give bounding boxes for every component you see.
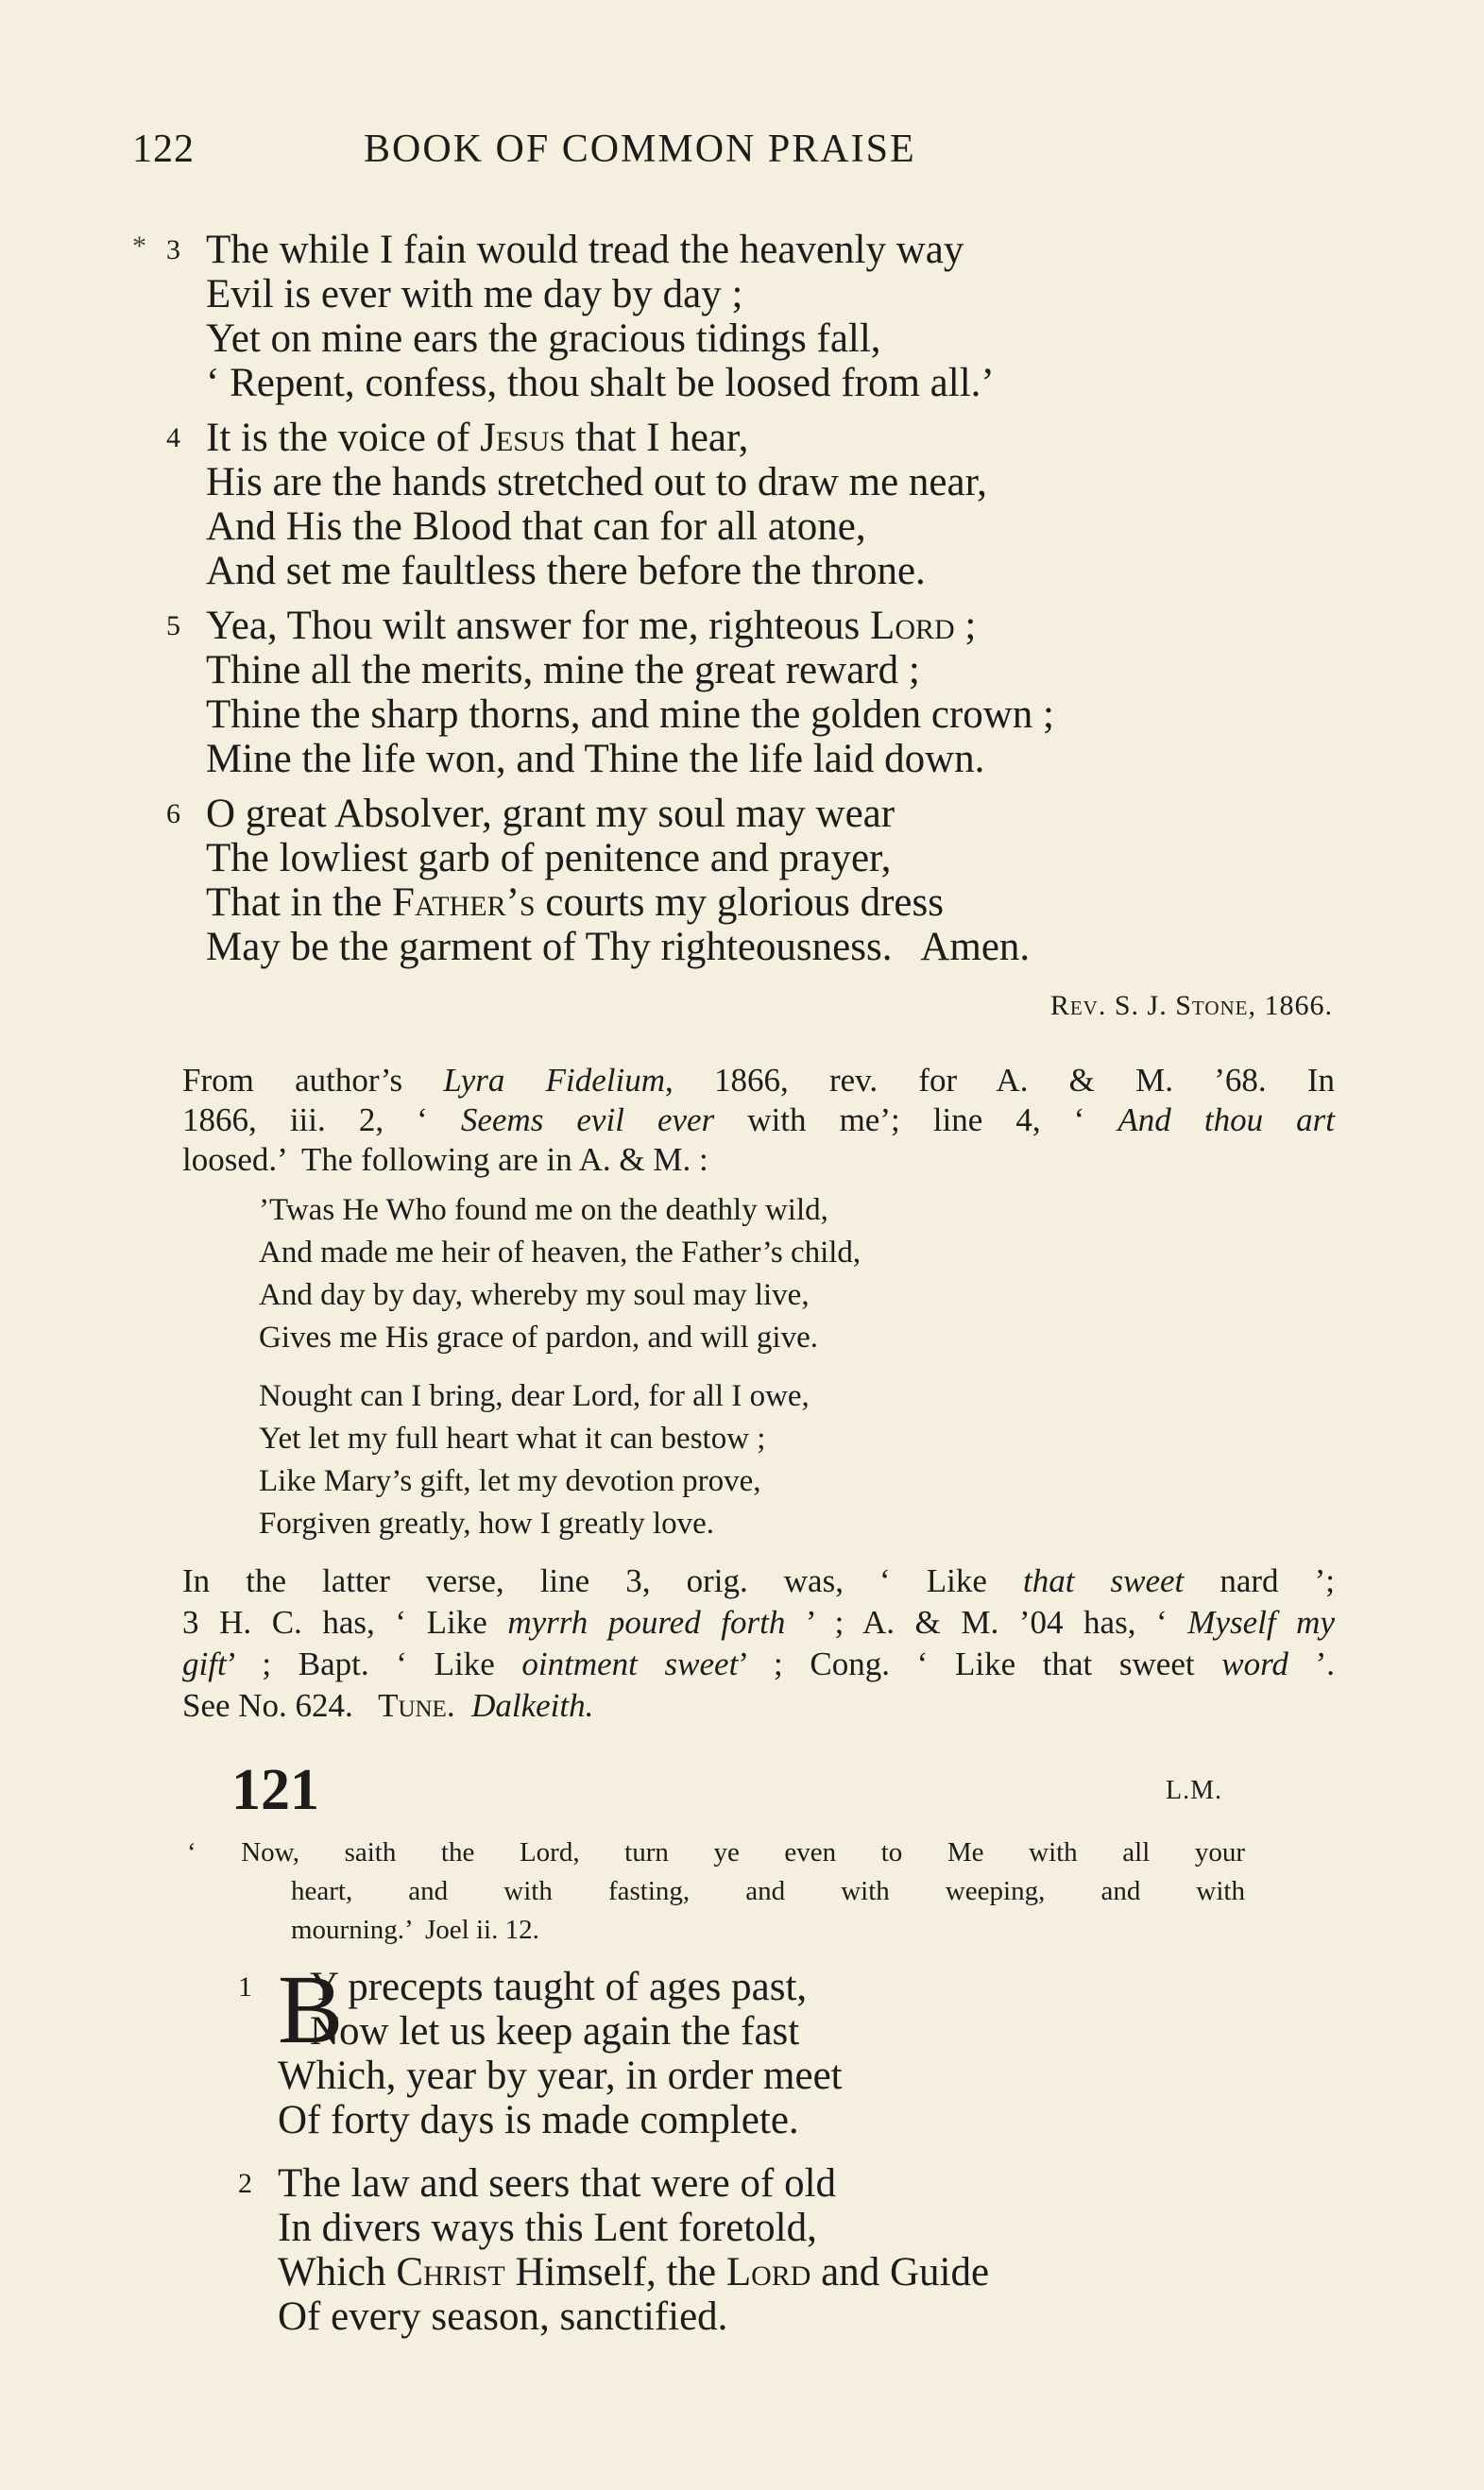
text-segment: ’Twas He Who found me on the deathly wild, [259,1193,828,1227]
text-segment: Father’s [392,880,536,925]
text-line [278,2206,989,2250]
text-segment: ’ ; A. & M. ’04 has, ‘ [785,1604,1188,1641]
text-line [206,648,1054,692]
text-segment: The lowliest garb of penitence and prayer, [206,836,892,880]
text-line [206,316,1054,361]
text-line [206,460,1054,504]
text-segment: ’ ; Bapt. ‘ Like [226,1646,522,1682]
text-segment: Now let us keep again the fast [310,2009,800,2054]
text-line [278,2161,989,2206]
hymn-121-stanzas [238,1955,990,2358]
text-line [206,737,1054,781]
stanza-number: 5 [166,610,180,641]
text-segment: with me’; line 4, ‘ [714,1101,1118,1138]
text-segment: O great Absolver, grant my soul may wear [206,792,896,836]
text-line [278,2250,989,2294]
text-line [206,604,1054,648]
text-segment: gift [182,1646,227,1682]
text-segment: that I hear, [565,416,749,460]
text-segment: His are the hands stretched out to draw me near, [206,460,987,504]
epigraph-line: heart, and with fasting, and with weeping, and with [291,1876,1245,1906]
text-segment: Which, year by year, in order meet [278,2054,843,2098]
text-segment: And made me heir of heaven, the Father’s child, [259,1236,861,1270]
asterisk-marker: * [132,230,146,262]
quoted-verses [259,1189,861,1561]
hymn-120-stanzas [132,228,1055,980]
text-segment: , 1866, rev. for A. & M. ’68. In [665,1062,1335,1099]
text-segment: Which [278,2250,397,2294]
text-segment: ; [954,604,977,648]
note-paragraph-latter-verse [182,1561,1335,1727]
hymn-number: 121 [231,1758,319,1822]
text-segment: 3 H. C. has, ‘ Like [182,1604,508,1641]
text-line [259,1317,861,1359]
hymn-epigraph [187,1833,1245,1950]
text-segment: Thine all the merits, mine the great reward ; [206,648,920,692]
stanza-number: 3 [166,234,180,265]
text-segment: Yet let my full heart what it can bestow ; [259,1422,766,1456]
text-line [259,1418,861,1460]
text-line [182,1061,1335,1100]
text-segment: Lyra Fidelium [443,1062,666,1099]
text-segment [455,1687,472,1724]
text-line [259,1460,861,1503]
epigraph-line: ‘ Now, saith the Lord, turn ye even to Me with all your [187,1837,1245,1868]
text-segment: Forgiven greatly, how I greatly love. [259,1507,715,1541]
text-segment: In divers ways this Lent foretold, [278,2206,817,2250]
text-line [259,1503,861,1545]
text-segment: And day by day, whereby my soul may live, [259,1278,810,1312]
text-segment: And His the Blood that can for all atone, [206,504,866,549]
stanza [238,2161,990,2339]
text-line [259,1232,861,1274]
text-line [206,228,1054,272]
stanza [166,416,1054,593]
quoted-stanza [259,1189,861,1359]
text-line [259,1375,861,1418]
text-line [206,692,1054,737]
text-segment: 1866, iii. 2, ‘ [182,1101,461,1138]
stanza-number: 6 [166,798,180,829]
text-line [206,792,1054,836]
drop-cap: B [278,1955,344,2064]
stanza [166,604,1055,781]
text-segment: Seems evil ever [460,1101,715,1138]
text-segment: See No. 624. [182,1687,379,1724]
text-segment: Mine the life won, and Thine the life laid down. [206,737,985,781]
stanza-number: 1 [238,1971,252,2003]
text-segment: loosed.’ The following are in A. & M. : [182,1141,708,1178]
text-segment: The law and seers that were of old [278,2161,837,2206]
text-segment: Thine the sharp thorns, and mine the golden crown ; [206,692,1055,737]
text-line [206,272,1054,316]
text-segment: myrrh poured forth [507,1604,786,1641]
text-line [259,1189,861,1232]
text-segment: Y precepts taught of ages past, [310,1965,808,2009]
text-line [206,880,1054,925]
text-line [182,1100,1335,1140]
text-line [182,1685,1335,1727]
text-segment: Christ [396,2250,505,2294]
text-segment: ‘ Repent, confess, thou shalt be loosed from all.’ [206,361,995,405]
text-segment: and Guide [810,2250,990,2294]
text-segment: ointment sweet [521,1646,739,1682]
text-segment: nard ’; [1184,1562,1335,1599]
text-segment: Like Mary’s gift, let my devotion prove, [259,1464,761,1498]
text-line [206,925,1054,969]
note-paragraph [182,1061,1335,1180]
text-line [278,2098,989,2142]
text-segment: that sweet [1022,1562,1185,1599]
hymn-meter: L.M. [1166,1776,1222,1805]
page-number: 122 [132,128,195,171]
text-segment: It is the voice of [206,416,481,460]
text-segment: Jesus [480,416,566,460]
text-line [278,1965,989,2009]
text-line [206,836,1054,880]
page-header [132,127,916,172]
text-line [259,1274,861,1317]
stanza-number: 2 [238,2168,252,2199]
stanza [238,1955,989,2142]
epigraph-line: mourning.’ Joel ii. 12. [291,1915,539,1945]
stanza [166,792,1054,969]
text-line [206,504,1054,549]
text-segment: From author’s [182,1062,444,1099]
text-line [206,361,1054,405]
text-segment: word [1221,1646,1288,1682]
text-line [278,2294,989,2339]
text-segment: Tune. [378,1687,455,1724]
text-segment: Nought can I bring, dear Lord, for all I owe, [259,1379,810,1413]
text-segment: courts my glorious dress [535,880,944,925]
text-line [278,2009,989,2054]
text-segment: Myself my [1187,1604,1335,1641]
text-segment: Lord [870,604,955,648]
text-segment: Of every season, sanctified. [278,2294,728,2339]
text-line [182,1602,1335,1644]
text-segment: Gives me His grace of pardon, and will give. [259,1321,819,1355]
text-line [182,1644,1335,1685]
text-segment: In the latter verse, line 3, orig. was, ‘ Like [182,1562,1023,1599]
text-line [182,1140,1335,1180]
stanza [132,228,1054,405]
stanza-number: 4 [166,422,180,453]
text-segment: That in the [206,880,393,925]
text-segment: ’. [1288,1646,1336,1682]
text-segment: And set me faultless there before the throne. [206,549,926,593]
text-segment: Himself, the [504,2250,726,2294]
hymn-attribution: Rev. S. J. Stone, 1866. [1049,990,1333,1021]
text-segment: Yea, Thou wilt answer for me, righteous [206,604,871,648]
quoted-stanza [259,1375,861,1545]
text-line [278,2054,989,2098]
text-segment: May be the garment of Thy righteousness. Amen. [206,925,1031,969]
text-segment: Dalkeith. [471,1687,594,1724]
running-title: BOOK OF COMMON PRAISE [364,128,916,171]
text-segment: Yet on mine ears the gracious tidings fall, [206,316,881,361]
text-segment: Evil is ever with me day by day ; [206,272,743,316]
text-segment: Of forty days is made complete. [278,2098,799,2142]
text-segment: ’ ; Cong. ‘ Like that sweet [738,1646,1222,1682]
text-segment: The while I fain would tread the heavenly way [206,228,964,272]
text-line [182,1561,1335,1602]
text-line [206,416,1054,460]
text-line [206,549,1054,593]
text-segment: Lord [725,2250,811,2294]
text-segment: And thou art [1117,1101,1335,1138]
